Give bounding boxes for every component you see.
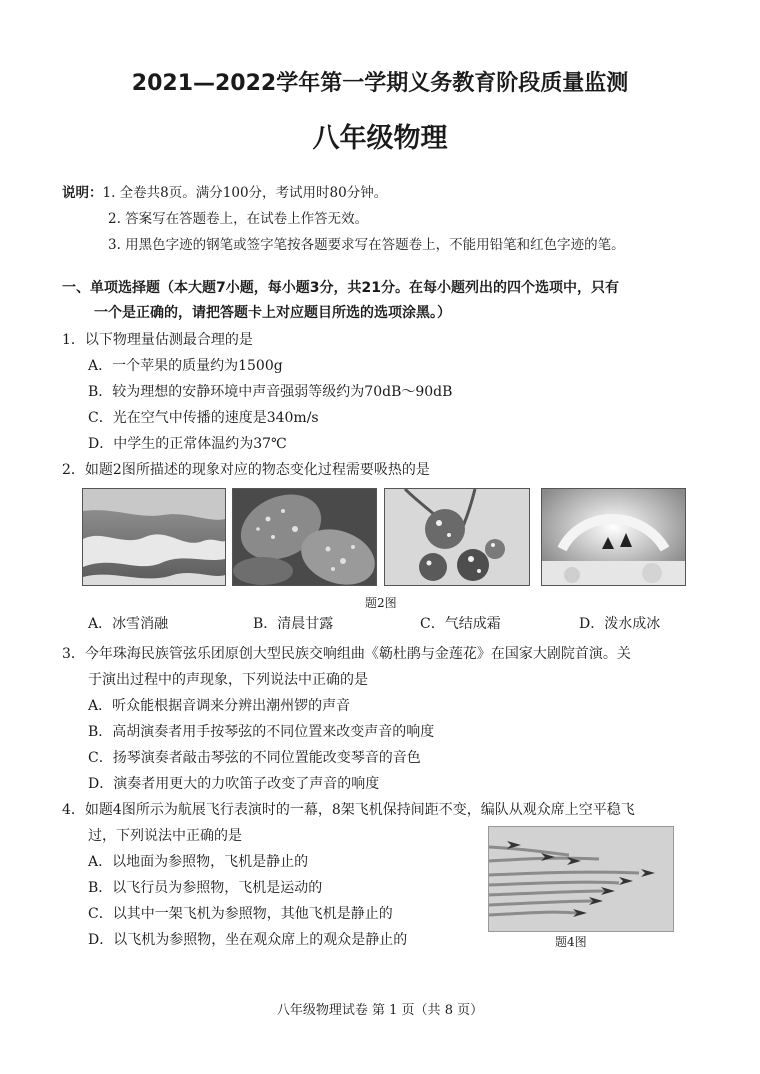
instructions-line-1 <box>62 181 387 201</box>
instructions-label: 说明： <box>62 185 103 201</box>
question-1-option-a: A．一个苹果的质量约为1500g <box>88 358 283 374</box>
page-footer: 八年级物理试卷 第 1 页（共 8 页） <box>276 1003 484 1018</box>
photo-melting-snow <box>82 488 226 586</box>
exam-title: 2021—2022学年第一学期义务教育阶段质量监测 <box>131 71 629 96</box>
photo-frost-on-berries <box>384 488 530 586</box>
question-3-option-d: D．演奏者用更大的力吹笛子改变了声音的响度 <box>88 776 380 792</box>
question-2-option-c: C．气结成霜 <box>420 616 501 632</box>
question-4-stem: 4．如题4图所示为航展飞行表演时的一幕，8架飞机保持间距不变，编队从观众席上空平稳飞 <box>62 802 635 818</box>
question-2-option-d: D．泼水成冰 <box>579 616 661 632</box>
question-1-option-c: C．光在空气中传播的速度是340m/s <box>88 410 319 426</box>
question-3-option-a: A．听众能根据音调来分辨出潮州锣的声音 <box>88 698 351 714</box>
instruction-item: 3. 用黑色字迹的钢笔或签字笔按各题要求写在答题卷上，不能用铅笔和红色字迹的笔。 <box>108 237 625 253</box>
question-2-option-a: A．冰雪消融 <box>88 616 169 632</box>
exam-subject: 八年级物理 <box>312 123 448 154</box>
question-3-option-c: C．扬琴演奏者敲击琴弦的不同位置能改变琴音的音色 <box>88 750 421 766</box>
question-4-option-b: B．以飞行员为参照物，飞机是运动的 <box>88 880 323 896</box>
question-3-stem-cont: 于演出过程中的声现象，下列说法中正确的是 <box>88 672 368 688</box>
question-1-option-d: D．中学生的正常体温约为37℃ <box>88 436 287 452</box>
section-heading-cont: 一个是正确的，请把答题卡上对应题目所选的选项涂黑。） <box>94 305 451 321</box>
figure-4-caption: 题4图 <box>555 935 587 949</box>
instruction-item: 2. 答案写在答题卷上，在试卷上作答无效。 <box>108 211 369 227</box>
question-4-option-d: D．以飞机为参照物，坐在观众席上的观众是静止的 <box>88 932 408 948</box>
section-heading: 一、单项选择题（本大题7小题，每小题3分，共21分。在每小题列出的四个选项中，只有 <box>62 280 619 296</box>
question-2-stem: 2．如题2图所描述的现象对应的物态变化过程需要吸热的是 <box>62 462 430 478</box>
photo-water-to-ice <box>541 488 686 586</box>
question-3-stem: 3．今年珠海民族管弦乐团原创大型民族交响组曲《簕杜鹃与金莲花》在国家大剧院首演。关 <box>62 646 631 662</box>
question-1-stem: 1．以下物理量估测最合理的是 <box>62 332 253 348</box>
instruction-item: 1. 全卷共8页。满分100分，考试用时80分钟。 <box>102 185 388 201</box>
photo-flight-formation <box>488 826 674 932</box>
question-3-option-b: B．高胡演奏者用手按琴弦的不同位置来改变声音的响度 <box>88 724 435 740</box>
question-4-stem-cont: 过，下列说法中正确的是 <box>88 828 242 844</box>
question-4-option-c: C．以其中一架飞机为参照物，其他飞机是静止的 <box>88 906 393 922</box>
question-4-option-a: A．以地面为参照物，飞机是静止的 <box>88 854 309 870</box>
photo-dew-on-leaves <box>232 488 377 586</box>
figure-2-caption: 题2图 <box>365 596 397 610</box>
question-1-option-b: B．较为理想的安静环境中声音强弱等级约为70dB～90dB <box>88 384 453 400</box>
question-2-option-b: B．清晨甘露 <box>253 616 334 632</box>
